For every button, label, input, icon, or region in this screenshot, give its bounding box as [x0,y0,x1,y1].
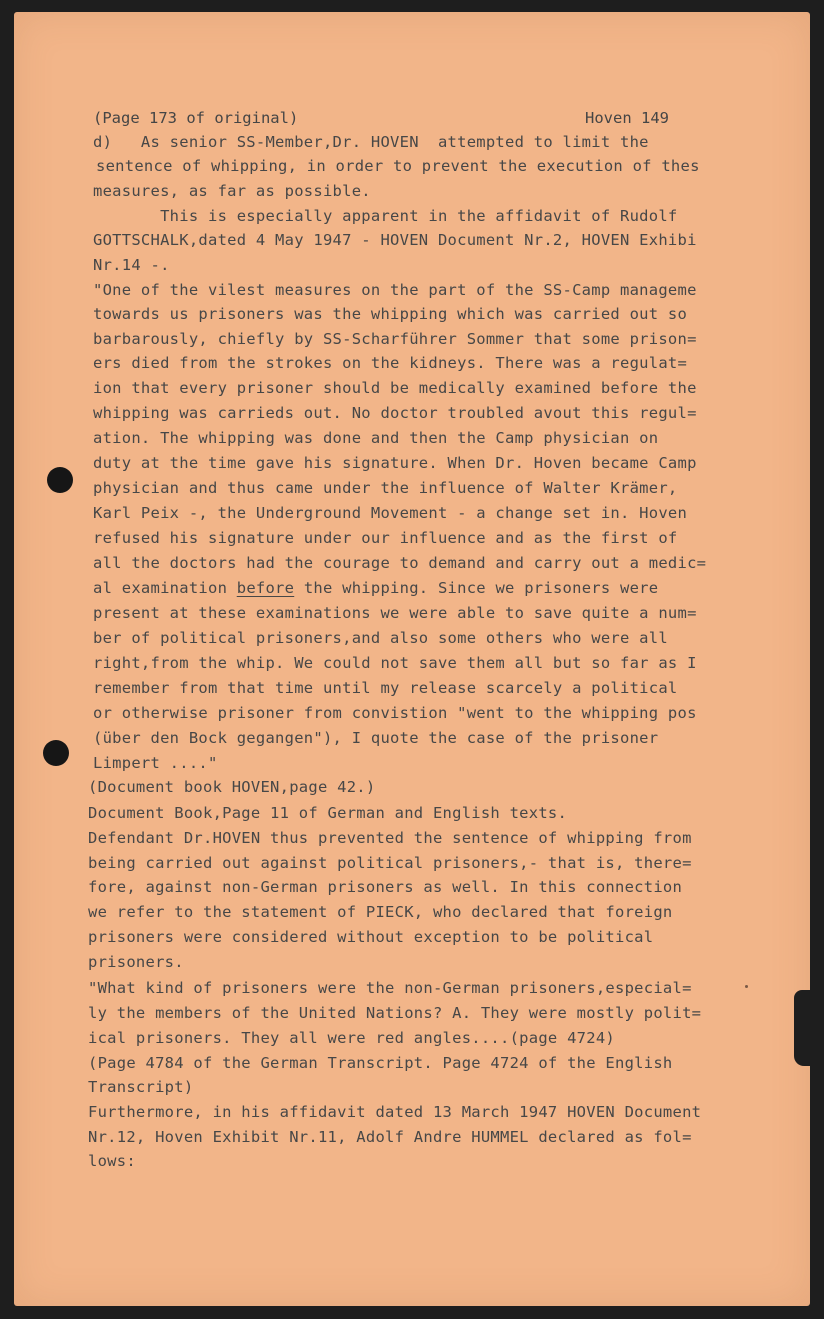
text-line: Defendant Dr.HOVEN thus prevented the sentence of whipping from [88,829,692,847]
text-line: This is especially apparent in the affidavit of Rudolf [93,207,678,225]
torn-edge [794,990,810,1066]
text-line: Nr.12, Hoven Exhibit Nr.11, Adolf Andre HUMMEL declared as fol= [88,1128,692,1146]
text-line: barbarously, chiefly by SS-Scharführer Sommer that some prison= [93,330,697,348]
text-line: sentence of whipping, in order to prevent the execution of thes [96,157,700,175]
text-line: Transcript) [88,1078,194,1096]
page-number: Hoven 149 [585,109,669,127]
text-line [93,579,753,597]
punch-hole [43,740,69,766]
text-line: present at these examinations we were able to save quite a num= [93,604,697,622]
text-line: prisoners were considered without exception to be political [88,928,654,946]
text-line: GOTTSCHALK,dated 4 May 1947 - HOVEN Document Nr.2, HOVEN Exhibi [93,231,697,249]
underlined-word: before [236,579,295,597]
text-line: all the doctors had the courage to demand and carry out a medic= [93,554,707,572]
text-line: ion that every prisoner should be medically examined before the [93,379,697,397]
text-line: prisoners. [88,953,184,971]
text-line: or otherwise prisoner from convistion "went to the whipping pos [93,704,697,722]
text-line: measures, as far as possible. [93,182,371,200]
text-line: "What kind of prisoners were the non-German prisoners,especial= [88,979,692,997]
text-line: refused his signature under our influence and as the first of [93,529,678,547]
text-line: ers died from the strokes on the kidneys. There was a regulat= [93,354,688,372]
text-line: duty at the time gave his signature. When Dr. Hoven became Camp [93,454,697,472]
punch-hole [47,467,73,493]
text-line: we refer to the statement of PIECK, who declared that foreign [88,903,673,921]
text-line: being carried out against political prisoners,- that is, there= [88,854,692,872]
text-line: Karl Peix -, the Underground Movement - a change set in. Hoven [93,504,688,522]
text-line: fore, against non-German prisoners as well. In this connection [88,878,683,896]
text-line: (Document book HOVEN,page 42.) [88,778,376,796]
text-line: Nr.14 -. [93,256,170,274]
text-line: physician and thus came under the influence of Walter Krämer, [93,479,678,497]
text-line: ical prisoners. They all were red angles....(page 4724) [88,1029,615,1047]
text-segment: al examination [93,579,237,597]
text-line: ber of political prisoners,and also some others who were all [93,629,668,647]
text-line: whipping was carrieds out. No doctor troubled avout this regul= [93,404,697,422]
text-line: Furthermore, in his affidavit dated 13 March 1947 HOVEN Document [88,1103,702,1121]
text-line: d) As senior SS-Member,Dr. HOVEN attempted to limit the [93,133,649,151]
text-line: Document Book,Page 11 of German and English texts. [88,804,568,822]
text-line: right,from the whip. We could not save them all but so far as I [93,654,697,672]
text-line: (über den Bock gegangen"), I quote the case of the prisoner [93,729,659,747]
text-line: lows: [88,1152,136,1170]
text-line: ation. The whipping was done and then the Camp physician on [93,429,659,447]
text-segment: the whipping. Since we prisoners were [294,579,659,597]
text-line: ly the members of the United Nations? A. They were mostly polit= [88,1004,702,1022]
text-line: Limpert ...." [93,754,218,772]
text-line: remember from that time until my release scarcely a political [93,679,678,697]
text-line: "One of the vilest measures on the part of the SS-Camp manageme [93,281,697,299]
page-reference: (Page 173 of original) [93,109,299,127]
text-line: towards us prisoners was the whipping which was carried out so [93,305,688,323]
text-line: (Page 4784 of the German Transcript. Page 4724 of the English [88,1054,673,1072]
